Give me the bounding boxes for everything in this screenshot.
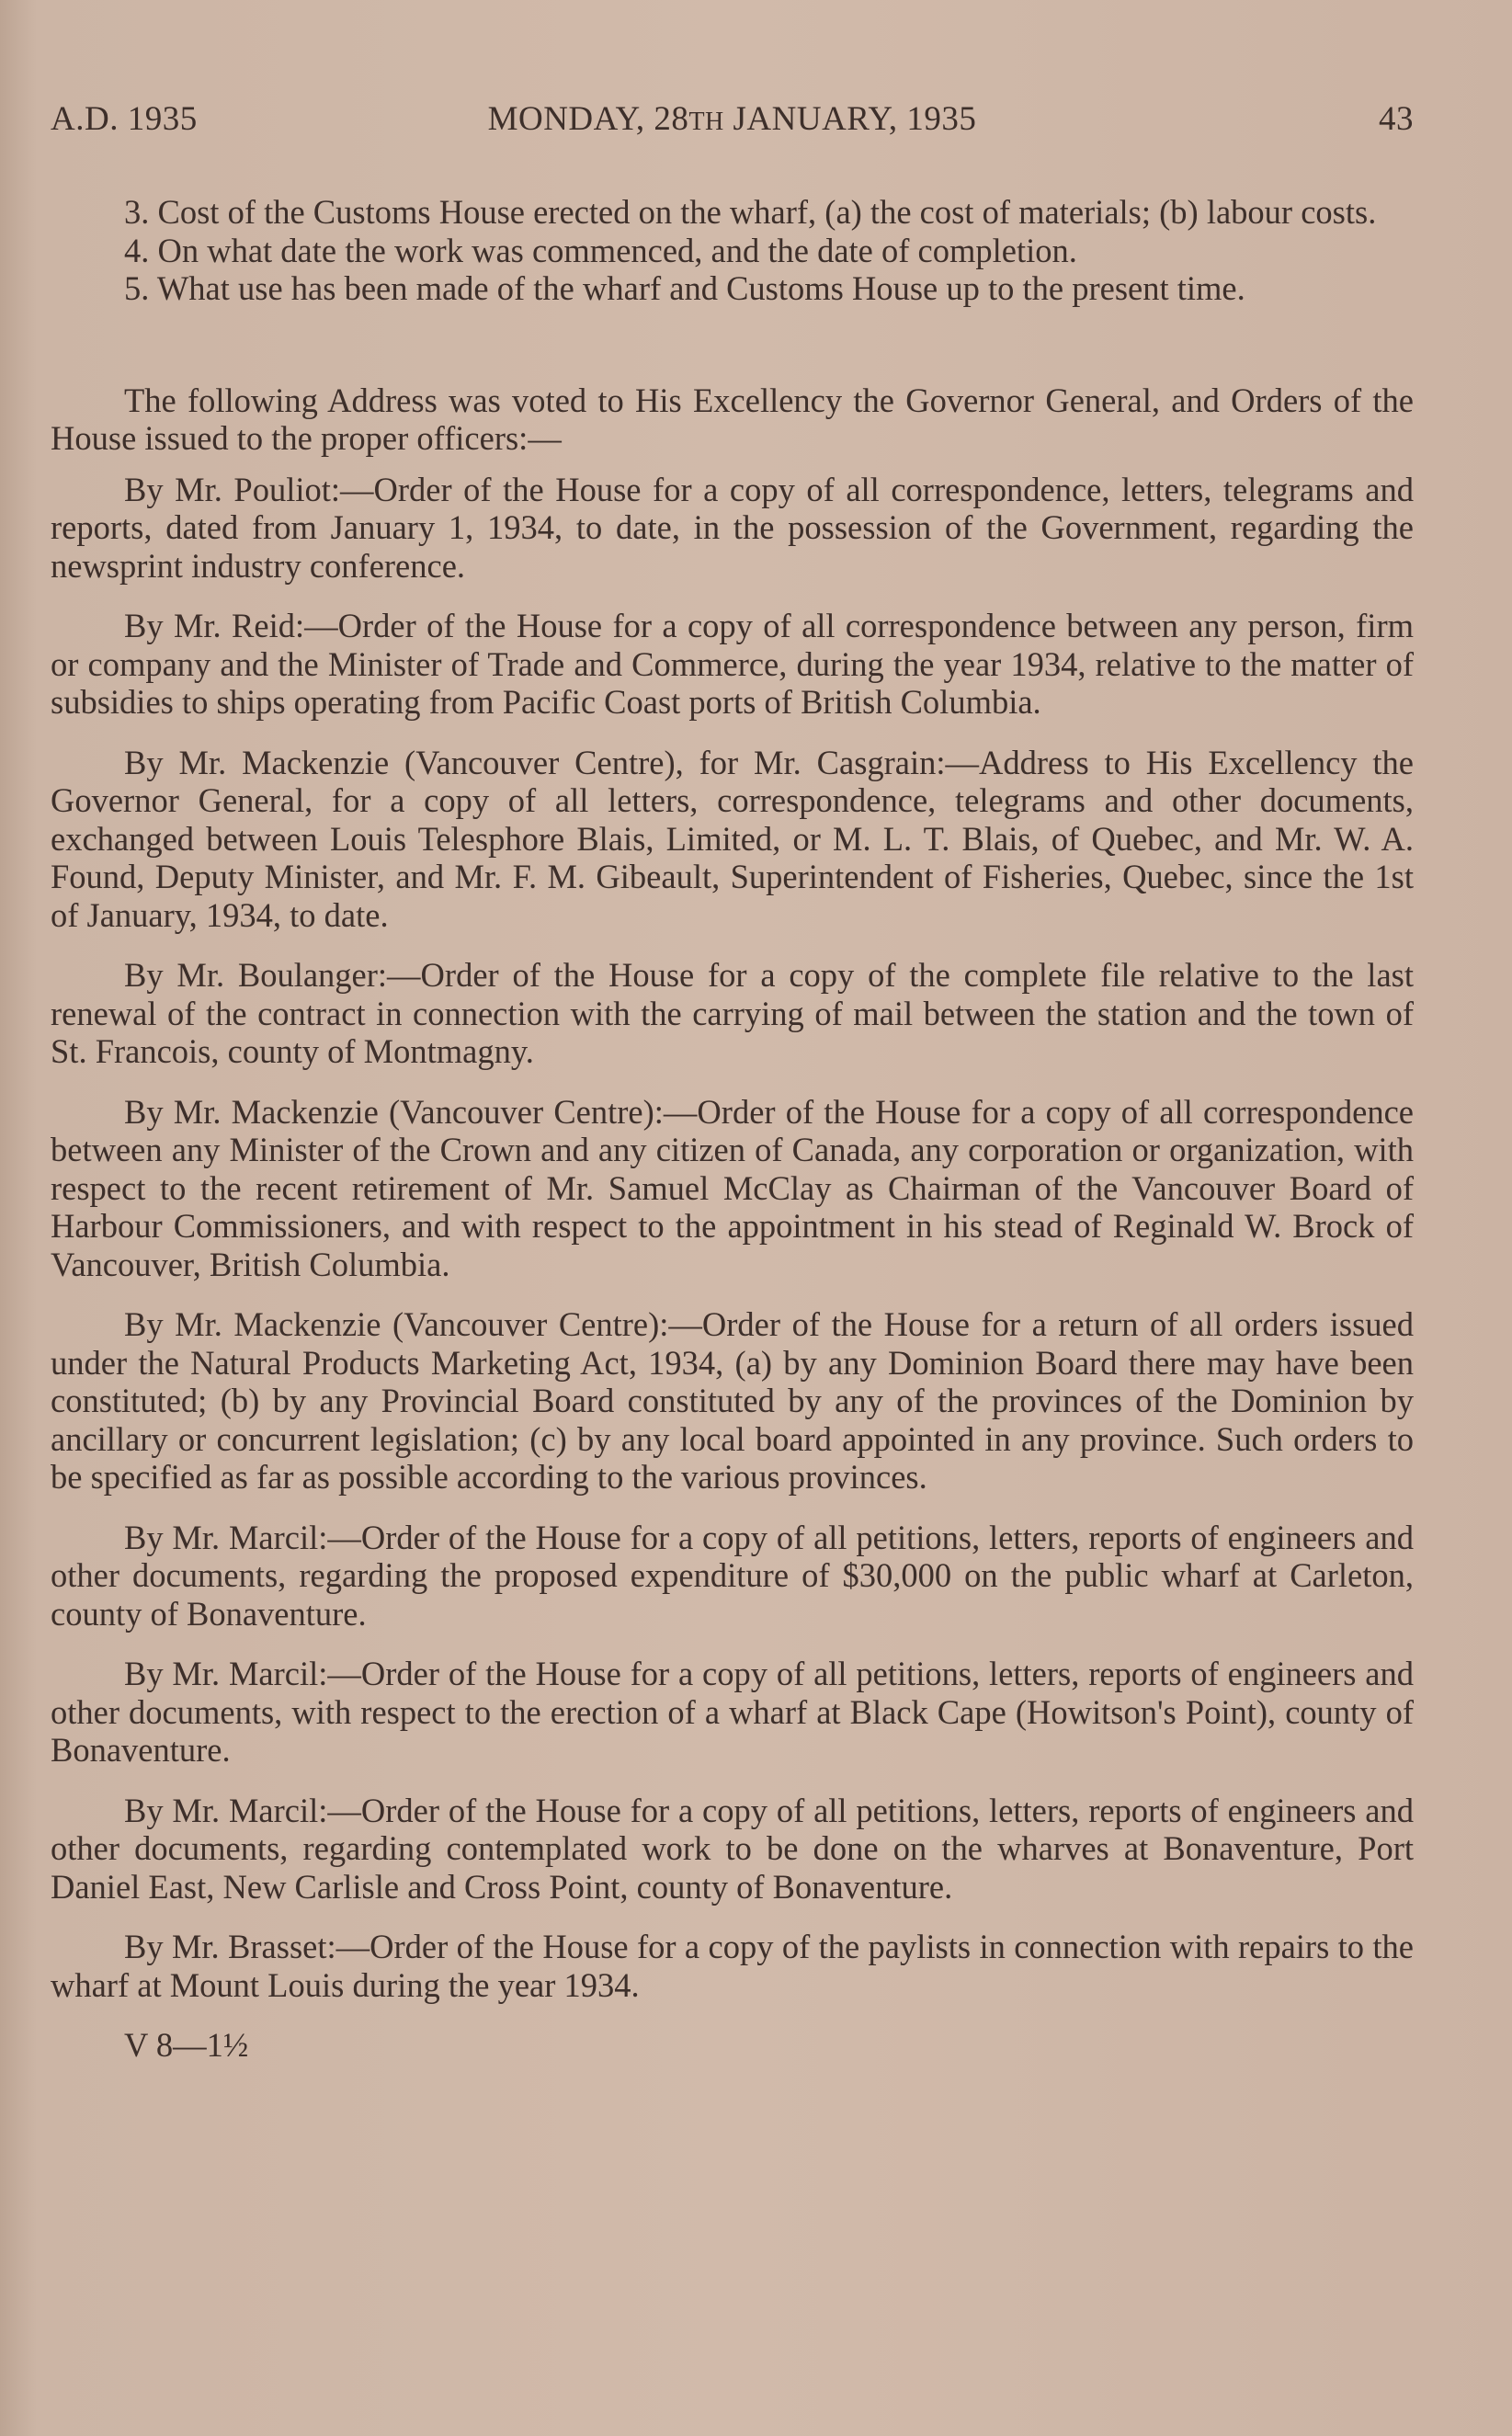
order-paragraph: By Mr. Marcil:—Order of the House for a copy of all petitions, letters, reports of engineers and other documents, regarding the proposed expenditure of $30,000 on the public wharf at Carleton, county of Bonaventure. (51, 1518, 1414, 1633)
header-date-suffix: TH (688, 108, 724, 136)
question-list (51, 193, 1414, 308)
body-text (51, 193, 1414, 2065)
order-paragraph: By Mr. Marcil:—Order of the House for a copy of all petitions, letters, reports of engineers and other documents, regarding contemplated work to be done on the wharves at Bonaventure, Port Daniel East, New Carlisle and Cross Point, county of Bonaventure. (51, 1791, 1414, 1906)
header-date (51, 99, 1414, 139)
header-date-main: MONDAY, 28 (487, 100, 689, 138)
header-year: A.D. 1935 (51, 100, 198, 138)
intro-paragraph: The following Address was voted to His Excellency the Governor General, and Orders of the House issued to the proper officers:— (51, 381, 1414, 457)
header-date-rest: JANUARY, 1935 (723, 100, 977, 138)
order-paragraph: By Mr. Boulanger:—Order of the House for a copy of the complete file relative to the last renewal of the contract in connection with the carrying of mail between the station and the town of St. Francois, county of Montmagny. (51, 956, 1414, 1070)
order-paragraph: By Mr. Pouliot:—Order of the House for a copy of all correspondence, letters, telegrams and reports, dated from January 1, 1934, to date, in the possession of the Government, regarding the newsprint industry conference. (51, 470, 1414, 585)
order-paragraph: By Mr. Reid:—Order of the House for a copy of all correspondence between any person, firm or company and the Minister of Trade and Commerce, during the year 1934, relative to the matter of subsidies to ships operating from Pacific Coast ports of British Columbia. (51, 607, 1414, 721)
order-paragraph: By Mr. Mackenzie (Vancouver Centre), for Mr. Casgrain:—Address to His Excellency the Governor General, for a copy of all letters, correspondence, telegrams and other documents, exchanged between Louis Telesphore Blais, Limited, or M. L. T. Blais, of Quebec, and Mr. W. A. Found, Deputy Minister, and Mr. F. M. Gibeault, Superintendent of Fisheries, Quebec, since the 1st of January, 1934, to date. (51, 743, 1414, 934)
question-item: 5. What use has been made of the wharf and Customs House up to the present time. (124, 269, 1245, 307)
order-paragraph: By Mr. Brasset:—Order of the House for a copy of the paylists in connection with repairs to the wharf at Mount Louis during the year 1934. (51, 1928, 1414, 2004)
order-paragraph: By Mr. Mackenzie (Vancouver Centre):—Order of the House for a copy of all correspondence between any Minister of the Crown and any citizen of Canada, any corporation or organization, with respect to the recent retirement of Mr. Samuel McClay as Chairman of the Vancouver Board of Harbour Commissioners, and with respect to the appointment in his stead of Reginald W. Brock of Vancouver, British Columbia. (51, 1092, 1414, 1283)
signature-mark: V 8—1½ (124, 2026, 249, 2064)
order-paragraph: By Mr. Marcil:—Order of the House for a copy of all petitions, letters, reports of engineers and other documents, with respect to the erection of a wharf at Black Cape (Howitson's Point), county of Bonaventure. (51, 1655, 1414, 1769)
order-paragraph: By Mr. Mackenzie (Vancouver Centre):—Order of the House for a return of all orders issued under the Natural Products Marketing Act, 1934, (a) by any Dominion Board there may have been constituted; (b) by any Provincial Board constituted by any of the provinces of the Dominion by ancillary or concurrent legislation; (c) by any local board appointed in any province. Such orders to be specified as far as possible according to the various provinces. (51, 1305, 1414, 1496)
page-number: 43 (1379, 100, 1414, 138)
question-item: 4. On what date the work was commenced, and the date of completion. (124, 231, 1077, 269)
question-item: 3. Cost of the Customs House erected on the wharf, (a) the cost of materials; (b) labour costs. (124, 193, 1377, 231)
page-header (51, 99, 1414, 145)
